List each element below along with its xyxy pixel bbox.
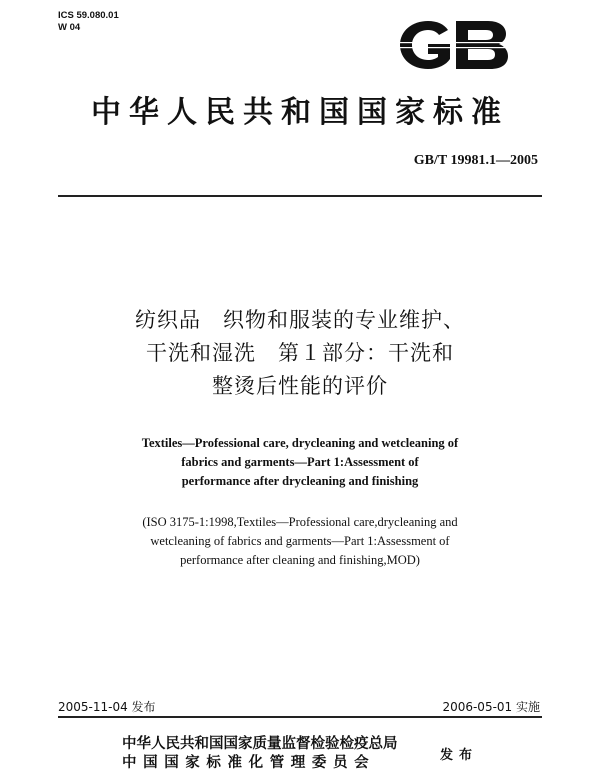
english-title-line: performance after drycleaning and finishing <box>181 474 419 488</box>
effective-date: 2006-05-01 实施 <box>442 700 540 714</box>
issue-date: 2005-11-04 发布 <box>58 700 156 714</box>
gb-logo-b <box>456 21 508 69</box>
iso-reference-line: performance after cleaning and finishing,MOD) <box>180 553 420 567</box>
gb-logo <box>392 16 514 74</box>
org-sac: 中国国家标准化管理委员会 <box>122 755 376 771</box>
ics-code: ICS 59.080.01 <box>58 10 119 21</box>
classification-codes <box>58 10 119 34</box>
iso-reference-line: (ISO 3175-1:1998,Textiles—Professional care,drycleaning and <box>142 515 458 529</box>
chinese-title-line: 整烫后性能的评价 <box>212 374 388 398</box>
gb-logo-g <box>400 21 450 69</box>
english-title-line: fabrics and garments—Part 1:Assessment of <box>181 455 419 469</box>
chinese-title-line: 纺织品 织物和服装的专业维护、 <box>135 308 465 332</box>
iso-reference-line: wetcleaning of fabrics and garments—Part 1:Assessment of <box>150 534 450 548</box>
chinese-title <box>0 304 600 403</box>
standard-number: GB/T 19981.1—2005 <box>413 153 538 168</box>
national-standard-title: 中华人民共和国国家标准 <box>91 95 509 130</box>
publish-label: 发布 <box>440 748 479 763</box>
org-aqsiq: 中华人民共和国国家质量监督检验检疫总局 <box>122 736 398 752</box>
bottom-divider <box>58 716 542 718</box>
english-title-line: Textiles—Professional care, drycleaning and wetcleaning of <box>141 436 459 450</box>
chinese-title-line: 干洗和湿洗 第１部分：干洗和 <box>146 341 454 365</box>
iso-reference <box>0 513 600 570</box>
top-divider <box>58 195 542 197</box>
issuing-organizations <box>122 735 398 773</box>
category-code: W 04 <box>58 22 81 33</box>
english-title <box>0 434 600 491</box>
